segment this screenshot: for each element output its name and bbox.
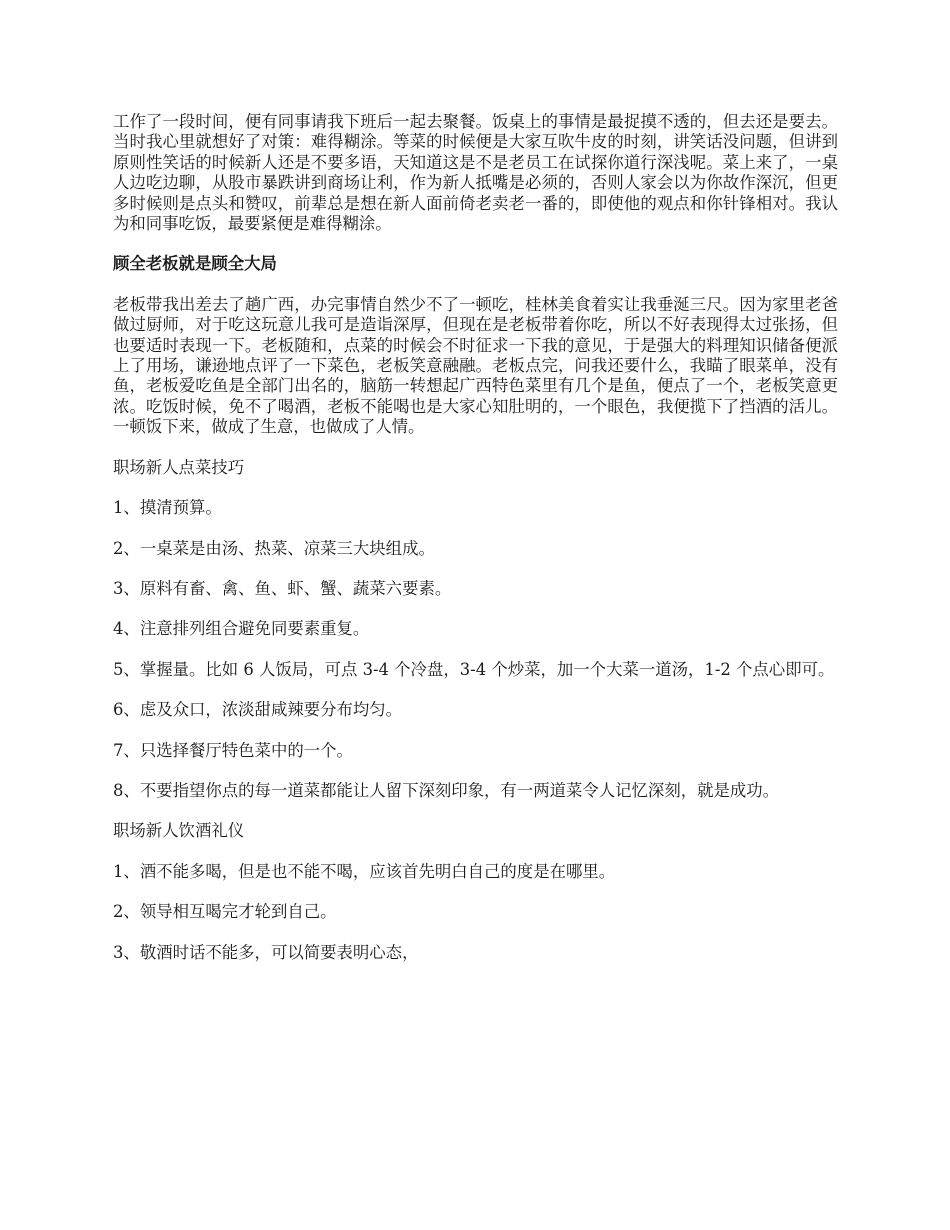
ordering-tip-1: 1、摸清预算。 [113, 498, 222, 518]
drinking-tips-title: 职场新人饮酒礼仪 [113, 821, 245, 841]
drinking-tip-1: 1、酒不能多喝，但是也不能不喝，应该首先明白自己的度是在哪里。 [113, 861, 616, 881]
boss-paragraph: 老板带我出差去了趟广西，办完事情自然少不了一顿吃，桂林美食着实让我垂涎三尺。因为家里老爸做过厨师，对于吃这玩意儿我可是造诣深厚，但现在是老板带着你吃，所以不好表现得太过张扬，但也要适时表现一下。老板随和，点菜的时候会不时征求一下我的意见，于是强大的料理知识储备便派上了用场，谦逊地点评了一下菜色，老板笑意融融。老板点完，问我还要什么，我瞄了眼菜单，没有鱼，老板爱吃鱼是全部门出名的，脑筋一转想起广西特色菜里有几个是鱼，便点了一个，老板笑意更浓。吃饭时候，免不了喝酒，老板不能喝也是大家心知肚明的，一个眼色，我便揽下了挡酒的活儿。一顿饭下来，做成了生意，也做成了人情。 [113, 294, 838, 437]
ordering-tip-8: 8、不要指望你点的每一道菜都能让人留下深刻印象，有一两道菜令人记忆深刻，就是成功。 [113, 780, 780, 800]
ordering-tips-title: 职场新人点菜技巧 [113, 457, 245, 477]
ordering-tip-2: 2、一桌菜是由汤、热菜、凉菜三大块组成。 [113, 538, 435, 558]
ordering-tip-6: 6、虑及众口，浓淡甜咸辣要分布均匀。 [113, 700, 403, 720]
drinking-tip-2: 2、领导相互喝完才轮到自己。 [113, 902, 337, 922]
ordering-tip-5: 5、掌握量。比如 6 人饭局，可点 3-4 个冷盘，3-4 个炒菜，加一个大菜一道汤，1-2 个点心即可。 [113, 659, 835, 679]
drinking-tip-3: 3、敬酒时话不能多，可以简要表明心态， [113, 942, 419, 962]
document-body [113, 112, 838, 983]
intro-paragraph: 工作了一段时间，便有同事请我下班后一起去聚餐。饭桌上的事情是最捉摸不透的，但去还是要去。当时我心里就想好了对策：难得糊涂。等菜的时候便是大家互吹牛皮的时刻，讲笑话没问题，但讲到原则性笑话的时候新人还是不要多语，天知道这是不是老员工在试探你道行深浅呢。菜上来了，一桌人边吃边聊，从股市暴跌讲到商场让利，作为新人抵嘴是必须的，否则人家会以为你故作深沉，但更多时候则是点头和赞叹，前辈总是想在新人面前倚老卖老一番的，即使他的观点和你针锋相对。我认为和同事吃饭，最要紧便是难得糊涂。 [113, 112, 838, 234]
ordering-tip-7: 7、只选择餐厅特色菜中的一个。 [113, 740, 353, 760]
section-heading: 顾全老板就是顾全大局 [113, 254, 277, 274]
ordering-tip-4: 4、注意排列组合避免同要素重复。 [113, 619, 370, 639]
ordering-tip-3: 3、原料有畜、禽、鱼、虾、蟹、蔬菜六要素。 [113, 578, 452, 598]
